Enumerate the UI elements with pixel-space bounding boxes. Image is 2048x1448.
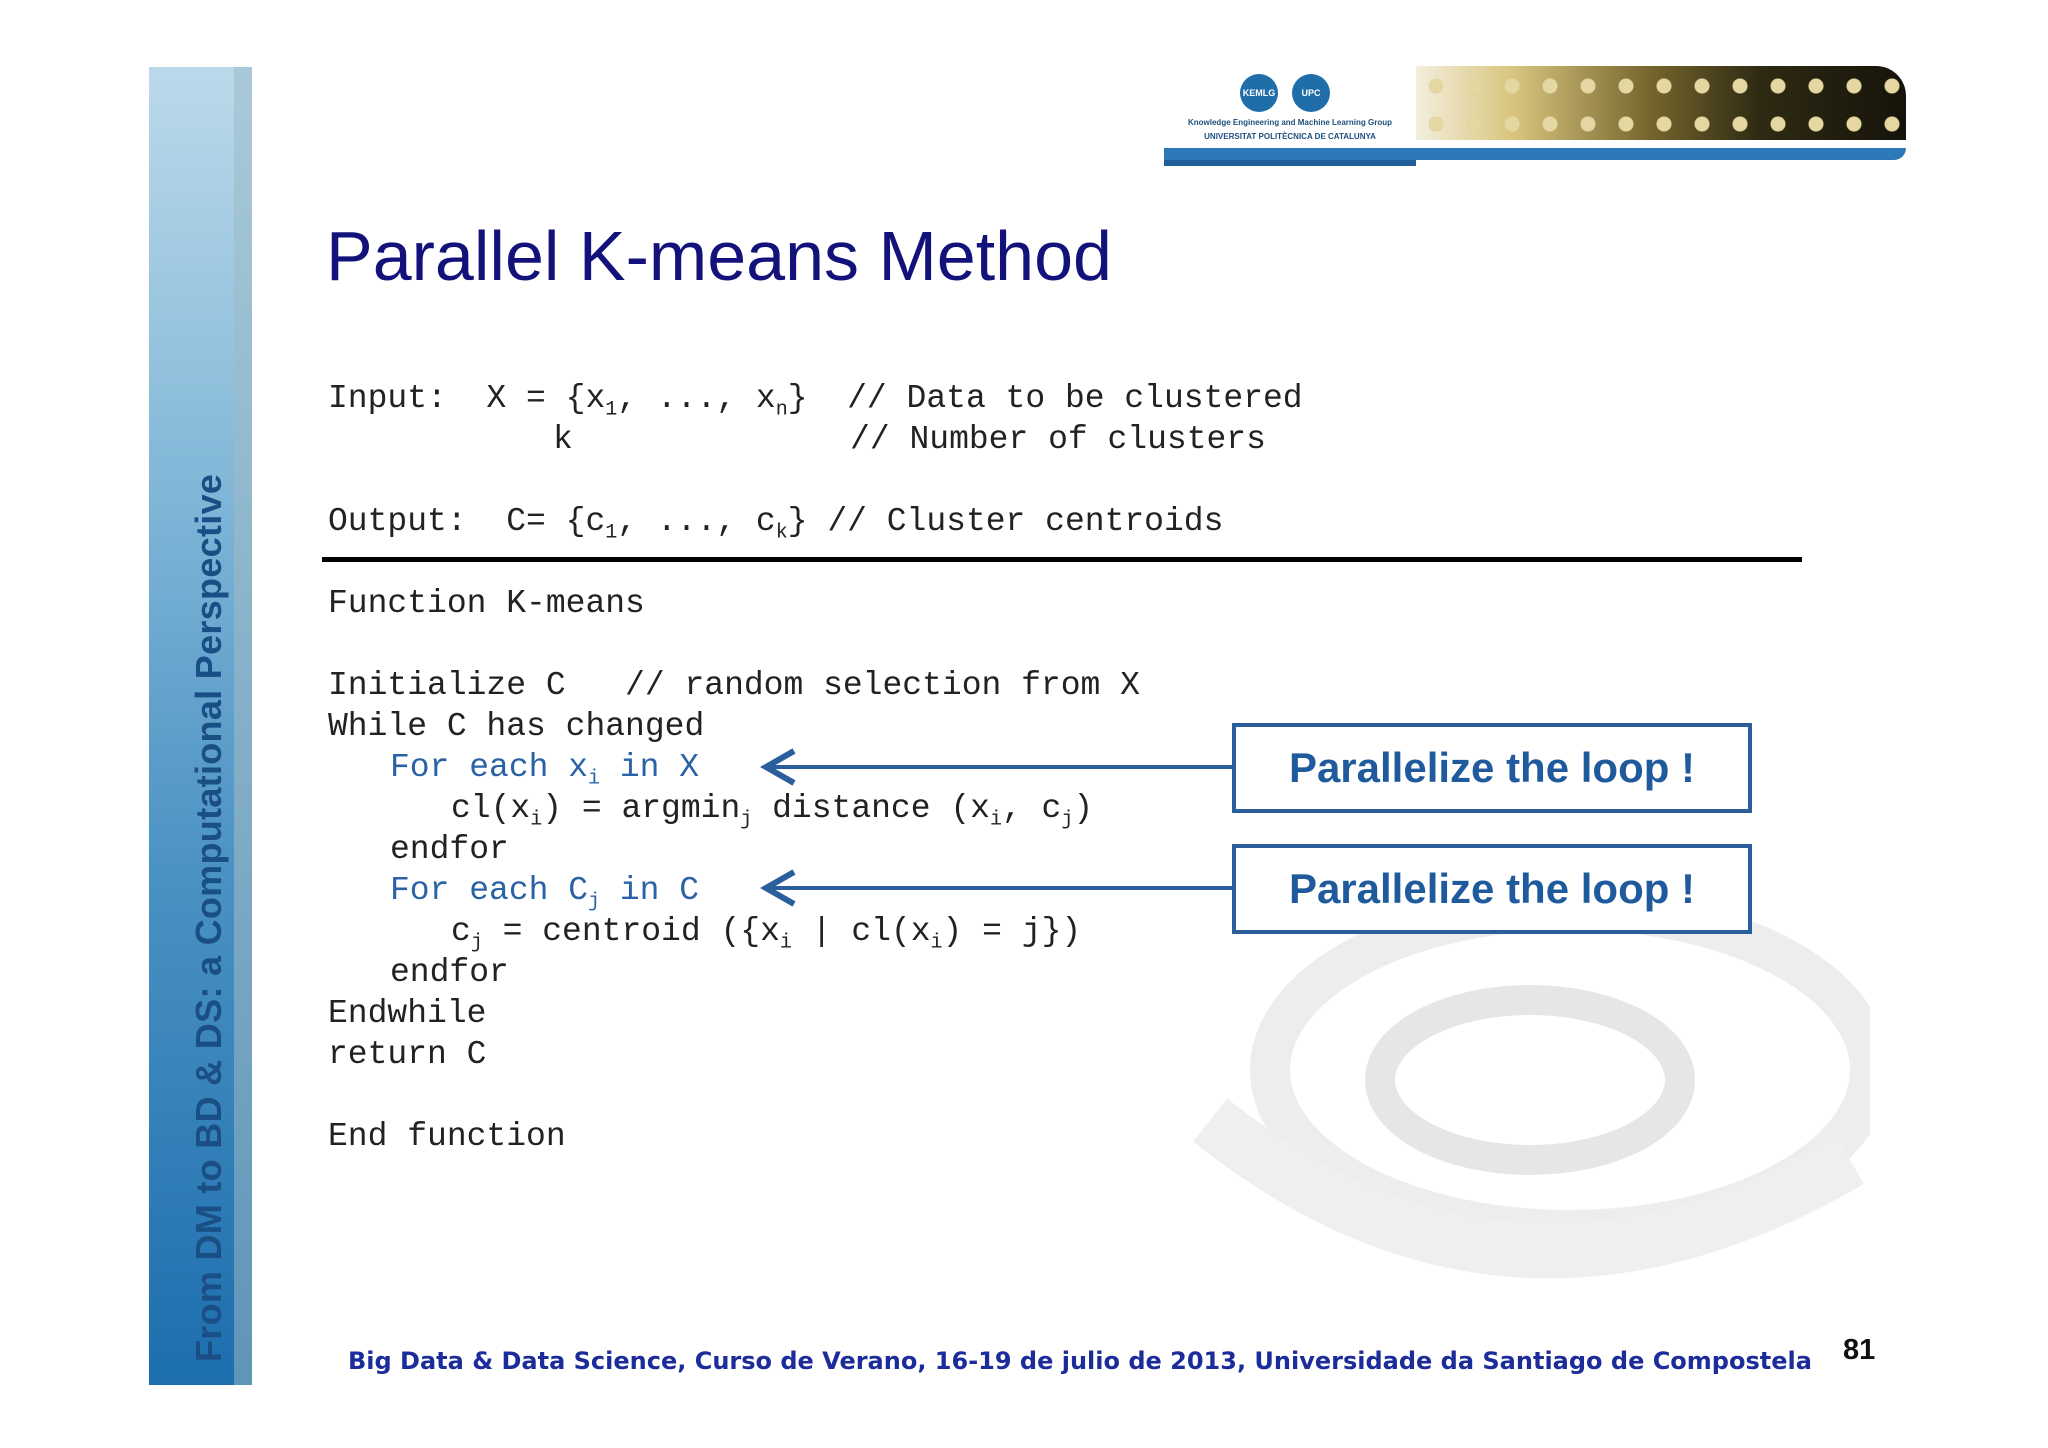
upc-logo: UPC: [1292, 74, 1330, 112]
centroid-line: $c_j$ = centroid ({$x_i$ | $cl(x_i) = j$}): [451, 913, 1082, 955]
sidebar-title: From DM to BD & DS: a Computational Perspective: [188, 473, 229, 1362]
logo-caption-line2: UNIVERSITAT POLITÈCNICA DE CATALUNYA: [1204, 132, 1376, 141]
initialize-line: Initialize C // random selection from X: [328, 667, 1140, 704]
return-line: return C: [328, 1036, 487, 1073]
logo-caption-line1: Knowledge Engineering and Machine Learning Group: [1187, 118, 1392, 127]
end-function-line: End function: [328, 1118, 566, 1155]
endwhile-line: Endwhile: [328, 995, 487, 1032]
callout-parallelize-loop-2: Parallelize the loop !: [1232, 844, 1752, 934]
endfor-line-2: endfor: [390, 954, 509, 991]
for-each-c-line: For each $C_j$ in C: [390, 872, 700, 914]
function-header: Function K-means: [328, 585, 645, 622]
sidebar-edge: [234, 67, 252, 1385]
arrow-to-loop-1: [760, 747, 1240, 787]
callout-parallelize-loop-1: Parallelize the loop !: [1232, 723, 1752, 813]
input-line: Input: $X = \{x_1$, ..., $x_n$} // Data to be clustered: [328, 380, 1303, 422]
arrow-to-loop-2: [760, 868, 1240, 908]
footer-text: Big Data & Data Science, Curso de Verano, 16-19 de julio de 2013, Universidade da Santiago de Compostela: [348, 1347, 1812, 1375]
while-line: While C has changed: [328, 708, 705, 745]
assign-cluster-line: $cl(x_i) = argmin_j$ distance ($x_i$, $c_j$): [451, 790, 1094, 832]
header-rule-dark: [1164, 160, 1416, 166]
kemlg-logo: KEMLG: [1240, 74, 1278, 112]
input-k-line: k // Number of clusters: [553, 421, 1266, 458]
page-number: 81: [1843, 1334, 1876, 1366]
header-banner: [1164, 66, 1906, 166]
for-each-x-line: For each $x_i$ in X: [390, 749, 700, 791]
header-pattern-image: [1416, 66, 1906, 140]
endfor-line-1: endfor: [390, 831, 509, 868]
header-rule: [1164, 148, 1906, 160]
output-line: Output: $C= \{c_1$, ..., $c_k$} // Cluster centroids: [328, 503, 1224, 545]
separator-rule: [322, 557, 1802, 562]
watermark-logo: [1150, 900, 1870, 1340]
slide-title: Parallel K-means Method: [326, 217, 1112, 295]
